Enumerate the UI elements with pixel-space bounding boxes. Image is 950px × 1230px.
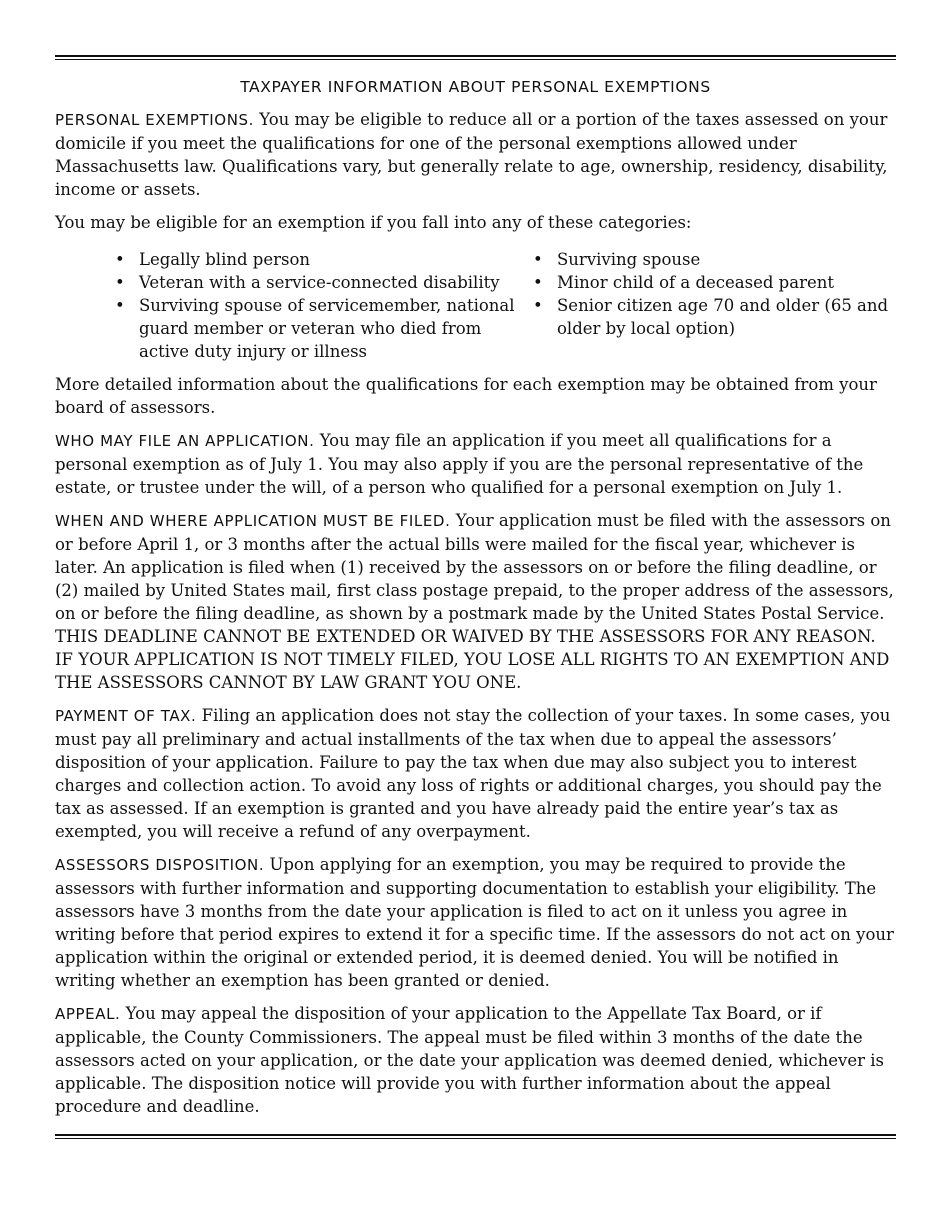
document-page — [55, 55, 896, 1139]
appeal-text: You may appeal the disposition of your application to the Appellate Tax Board, or if applicable, the County Commissioners. The appeal must be filed within 3 months of the date the assessors acted on your application, or the date your application was deemed denied, whichever is applicable. The disposition notice will provide you with further information about the appeal procedure and deadline. — [55, 1004, 885, 1116]
when-where-heading: WHEN AND WHERE APPLICATION MUST BE FILED. — [55, 512, 451, 530]
who-may-file-paragraph — [55, 429, 896, 499]
assessors-disposition-heading: ASSESSORS DISPOSITION. — [55, 856, 265, 874]
personal-exemptions-heading: PERSONAL EXEMPTIONS. — [55, 111, 255, 129]
category-item: • Veteran with a service-connected disability — [115, 271, 533, 294]
categories-intro: You may be eligible for an exemption if you fall into any of these categories: — [55, 213, 692, 232]
more-info-paragraph: More detailed information about the qualifications for each exemption may be obtained from your board of assessors. — [55, 375, 877, 417]
appeal-heading: APPEAL. — [55, 1005, 121, 1023]
payment-of-tax-text: Filing an application does not stay the collection of your taxes. In some cases, you must pay all preliminary and actual installments of the tax when due to appeal the assessors’ disposition of your application. Failure to pay the tax when due may also subject you to interest charges and collection action. To avoid any loss of rights or additional charges, you should pay the tax as assessed. If an exemption is granted and you have already paid the entire year’s tax as exempted, you will receive a refund of any overpayment. — [55, 706, 891, 841]
categories-left-column — [115, 248, 533, 363]
payment-of-tax-heading: PAYMENT OF TAX. — [55, 707, 197, 725]
categories-list — [115, 248, 896, 363]
top-double-rule — [55, 55, 896, 60]
assessors-disposition-text: Upon applying for an exemption, you may be required to provide the assessors with further information and supporting documentation to establish your eligibility. The assessors have 3 months from the date your application is filed to act on it unless you agree in writing before that period expires to extend it for a specific time. If the assessors do not act on your application within the original or extended period, it is deemed denied. You will be notified in writing whether an exemption has been granted or denied. — [55, 855, 894, 990]
categories-right-column — [533, 248, 896, 363]
who-may-file-heading: WHO MAY FILE AN APPLICATION. — [55, 432, 315, 450]
appeal-paragraph — [55, 1002, 896, 1118]
category-item: • Senior citizen age 70 and older (65 and older by local option) — [533, 294, 896, 340]
personal-exemptions-text: You may be eligible to reduce all or a portion of the taxes assessed on your domicile if you meet the qualifications for one of the personal exemptions allowed under Massachusetts law. Qualifications vary, but generally relate to age, ownership, residency, disability, income or assets. — [55, 110, 888, 199]
category-item: • Legally blind person — [115, 248, 533, 271]
who-may-file-text: You may file an application if you meet all qualifications for a personal exemption as of July 1. You may also apply if you are the personal representative of the estate, or trustee under the will, of a person who qualified for a personal exemption on July 1. — [55, 431, 864, 497]
document-title: TAXPAYER INFORMATION ABOUT PERSONAL EXEMPTIONS — [240, 78, 711, 96]
payment-of-tax-paragraph — [55, 704, 896, 843]
bottom-double-rule — [55, 1134, 896, 1139]
when-where-text: Your application must be filed with the assessors on or before April 1, or 3 months after the actual bills were mailed for the fiscal year, whichever is later. An application is filed when (1) received by the assessors on or before the filing deadline, or (2) mailed by United States mail, first class postage prepaid, to the proper address of the assessors, on or before the filing deadline, as shown by a postmark made by the United States Postal Service. THIS DEADLINE CANNOT BE EXTENDED OR WAIVED BY THE ASSESSORS FOR ANY REASON. IF YOUR APPLICATION IS NOT TIMELY FILED, YOU LOSE ALL RIGHTS TO AN EXEMPTION AND THE ASSESSORS CANNOT BY LAW GRANT YOU ONE. — [55, 511, 894, 692]
when-where-paragraph — [55, 509, 896, 694]
personal-exemptions-paragraph — [55, 108, 896, 201]
category-item: • Surviving spouse of servicemember, national guard member or veteran who died from active duty injury or illness — [115, 294, 533, 363]
category-item: • Minor child of a deceased parent — [533, 271, 896, 294]
category-item: • Surviving spouse — [533, 248, 896, 271]
assessors-disposition-paragraph — [55, 853, 896, 992]
